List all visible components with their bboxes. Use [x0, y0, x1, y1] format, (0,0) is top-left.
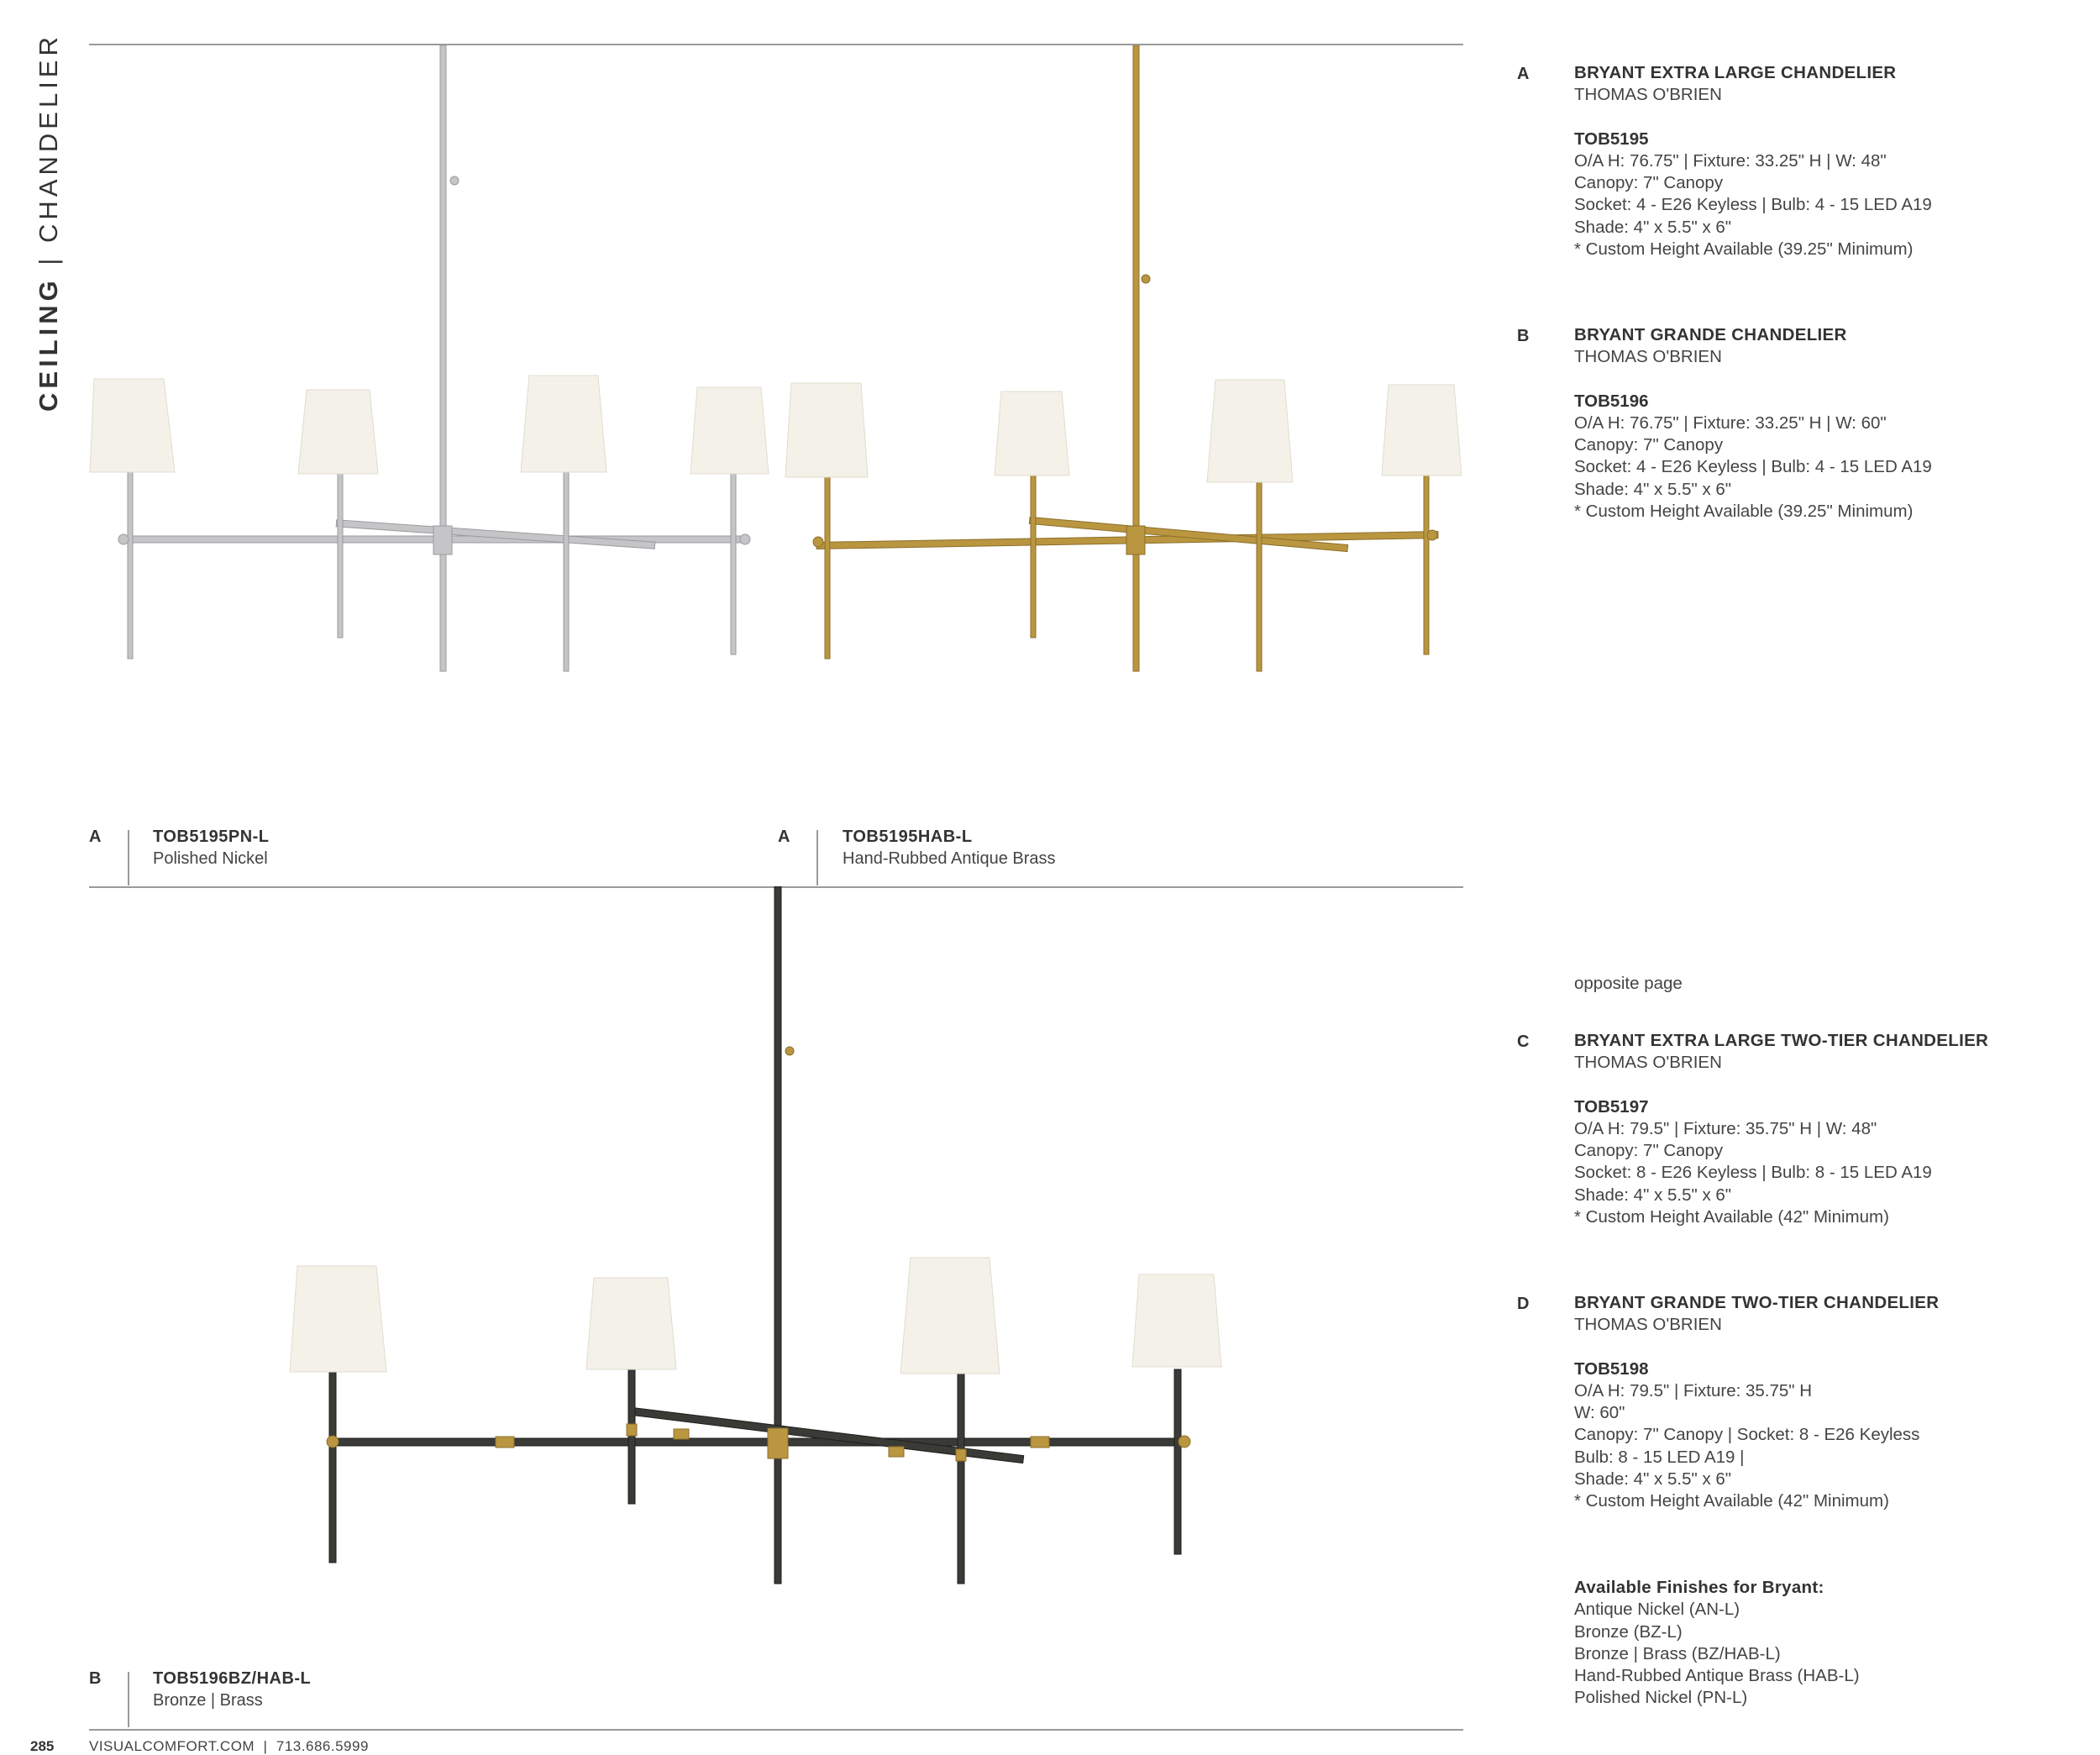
product-b-spec-line: O/A H: 76.75" | Fixture: 33.25" H | W: 60" [1574, 412, 1887, 433]
product-b-spec-line: Socket: 4 - E26 Keyless | Bulb: 4 - 15 LED A19 [1574, 457, 1932, 477]
bottom-rule [89, 1729, 1463, 1731]
bronze-brass-accents [327, 1047, 1190, 1461]
caption-a1-code: TOB5195PN-L [153, 828, 270, 846]
section-name: CEILING [34, 276, 63, 412]
brass-shades [785, 380, 1462, 482]
product-a-spec-line: Socket: 4 - E26 Keyless | Bulb: 4 - 15 LED A19 [1574, 195, 1932, 215]
opposite-page-note: opposite page [1574, 974, 1683, 993]
finish-item: Antique Nickel (AN-L) [1574, 1600, 1740, 1620]
caption-a2-divider [816, 830, 818, 885]
product-b-spec-line: Canopy: 7" Canopy [1574, 435, 1724, 455]
chandelier-bronze-image [286, 886, 1294, 1600]
product-d-spec-line: * Custom Height Available (42" Minimum) [1574, 1491, 1889, 1511]
product-d-designer: THOMAS O'BRIEN [1574, 1315, 1722, 1335]
brass-frame [813, 45, 1438, 671]
product-b-title: BRYANT GRANDE CHANDELIER [1574, 325, 1847, 344]
caption-a1-divider [128, 830, 129, 885]
product-d-spec-line: Bulb: 8 - 15 LED A19 | [1574, 1447, 1745, 1467]
product-c-designer: THOMAS O'BRIEN [1574, 1053, 1722, 1073]
product-d-title: BRYANT GRANDE TWO-TIER CHANDELIER [1574, 1293, 1940, 1312]
section-label [29, 33, 69, 412]
finish-item: Bronze | Brass (BZ/HAB-L) [1574, 1643, 1781, 1663]
product-c-spec-line: Shade: 4" x 5.5" x 6" [1574, 1185, 1732, 1205]
product-c-code: TOB5197 [1574, 1096, 1649, 1117]
caption-b-code: TOB5196BZ/HAB-L [153, 1669, 312, 1688]
product-d-spec-line: Canopy: 7" Canopy | Socket: 8 - E26 Keyless [1574, 1425, 1920, 1445]
product-b-code: TOB5196 [1574, 391, 1649, 411]
footer-contact: VISUALCOMFORT.COM | 713.686.5999 [89, 1738, 369, 1754]
bronze-frame [329, 886, 1186, 1584]
caption-b-divider [128, 1672, 129, 1727]
product-a-letter: A [1517, 65, 1530, 83]
product-a-designer: THOMAS O'BRIEN [1574, 85, 1722, 105]
product-a-spec-line: O/A H: 76.75" | Fixture: 33.25" H | W: 48" [1574, 150, 1887, 171]
product-c-spec-line: Canopy: 7" Canopy [1574, 1141, 1724, 1161]
product-b-spec-line: Shade: 4" x 5.5" x 6" [1574, 479, 1732, 499]
finish-item: Bronze (BZ-L) [1574, 1621, 1683, 1642]
page-number: 285 [30, 1738, 55, 1754]
product-a-code: TOB5195 [1574, 129, 1649, 149]
product-a-spec-line: * Custom Height Available (39.25" Minimum) [1574, 239, 1914, 260]
product-c-spec [1574, 1030, 2095, 1228]
chandelier-nickel-image [84, 45, 773, 684]
caption-b-finish: Bronze | Brass [153, 1691, 263, 1710]
product-c-spec-line: * Custom Height Available (42" Minimum) [1574, 1207, 1889, 1227]
chandelier-brass-image [777, 45, 1466, 684]
product-d-spec-line: W: 60" [1574, 1403, 1625, 1423]
product-d-spec-line: Shade: 4" x 5.5" x 6" [1574, 1469, 1732, 1490]
caption-a1-letter: A [89, 828, 102, 846]
section-separator: | [34, 254, 63, 265]
product-d-spec [1574, 1292, 2095, 1513]
caption-a2-letter: A [778, 828, 790, 846]
product-d-letter: D [1517, 1295, 1530, 1313]
product-c-spec-line: O/A H: 79.5" | Fixture: 35.75" H | W: 48" [1574, 1118, 1877, 1138]
product-b-letter: B [1517, 327, 1530, 345]
product-a-spec-line: Canopy: 7" Canopy [1574, 173, 1724, 193]
finishes-title: Available Finishes for Bryant: [1574, 1578, 1824, 1597]
product-b-designer: THOMAS O'BRIEN [1574, 347, 1722, 367]
product-c-title: BRYANT EXTRA LARGE TWO-TIER CHANDELIER [1574, 1031, 1989, 1050]
product-c-spec-line: Socket: 8 - E26 Keyless | Bulb: 8 - 15 LED A19 [1574, 1163, 1932, 1183]
nickel-shades [90, 376, 769, 474]
product-d-code: TOB5198 [1574, 1358, 1649, 1379]
subsection-name: CHANDELIER [34, 33, 63, 243]
caption-a2-finish: Hand-Rubbed Antique Brass [843, 849, 1056, 868]
product-b-spec-line: * Custom Height Available (39.25" Minimum) [1574, 502, 1914, 522]
caption-a1-finish: Polished Nickel [153, 849, 268, 868]
nickel-frame [118, 45, 750, 671]
bronze-shades [290, 1258, 1221, 1374]
finish-item: Hand-Rubbed Antique Brass (HAB-L) [1574, 1666, 1860, 1686]
finishes-list [1574, 1577, 2095, 1710]
product-b-spec [1574, 324, 2095, 523]
product-a-spec-line: Shade: 4" x 5.5" x 6" [1574, 217, 1732, 237]
product-c-letter: C [1517, 1033, 1530, 1051]
product-a-spec [1574, 62, 2095, 260]
caption-b-letter: B [89, 1669, 102, 1688]
product-d-spec-line: O/A H: 79.5" | Fixture: 35.75" H [1574, 1380, 1813, 1400]
product-a-title: BRYANT EXTRA LARGE CHANDELIER [1574, 63, 1897, 82]
finish-item: Polished Nickel (PN-L) [1574, 1688, 1748, 1708]
caption-a2-code: TOB5195HAB-L [843, 828, 973, 846]
